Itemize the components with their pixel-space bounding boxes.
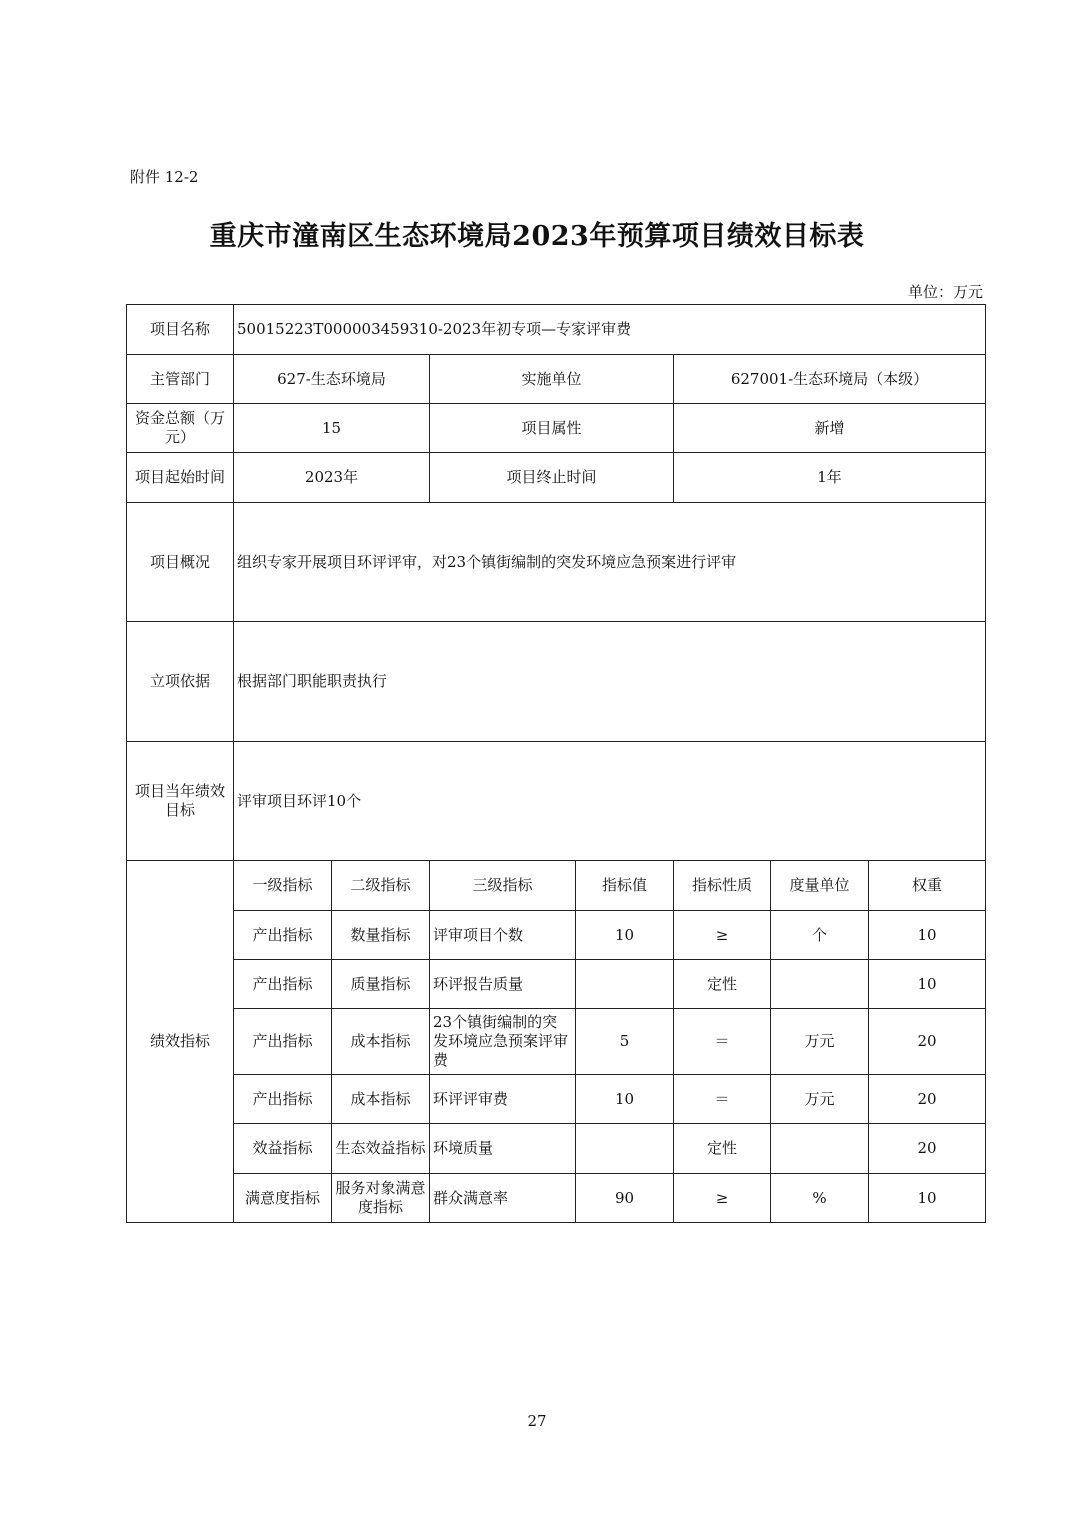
value-cell: 10: [576, 1075, 674, 1124]
table-row: [127, 960, 986, 1009]
start-time-label: 项目起始时间: [127, 453, 234, 503]
header-nature: 指标性质: [674, 861, 771, 911]
unit-cell: 个: [771, 911, 869, 960]
level3-cell: 群众满意率: [430, 1174, 576, 1223]
header-level2: 二级指标: [332, 861, 430, 911]
level1-cell: 产出指标: [234, 1009, 332, 1075]
weight-cell: 20: [869, 1075, 986, 1124]
page-title: 重庆市潼南区生态环境局2023年预算项目绩效目标表: [209, 221, 865, 252]
period-row: [127, 453, 986, 503]
table-row: [127, 1174, 986, 1223]
weight-cell: 10: [869, 1174, 986, 1223]
project-name-row: [127, 305, 986, 355]
value-cell: 10: [576, 911, 674, 960]
header-level1: 一级指标: [234, 861, 332, 911]
level3-cell: 23个镇街编制的突发环境应急预案评审费: [430, 1009, 576, 1075]
performance-table: [126, 304, 986, 1223]
level1-cell: 产出指标: [234, 960, 332, 1009]
implementing-unit-label: 实施单位: [430, 355, 674, 404]
value-cell: 90: [576, 1174, 674, 1223]
overview-label: 项目概况: [127, 503, 234, 622]
basis-row: [127, 622, 986, 742]
header-unit: 度量单位: [771, 861, 869, 911]
project-name-value: 50015223T000003459310-2023年初专项—专家评审费: [234, 305, 986, 355]
nature-cell: ＝: [674, 1075, 771, 1124]
level2-cell: 质量指标: [332, 960, 430, 1009]
unit-cell: 万元: [771, 1009, 869, 1075]
overview-value: 组织专家开展项目环评评审，对23个镇街编制的突发环境应急预案进行评审: [234, 503, 986, 622]
header-value: 指标值: [576, 861, 674, 911]
nature-cell: 定性: [674, 960, 771, 1009]
value-cell: [576, 960, 674, 1009]
unit-label: 单位：万元: [907, 283, 983, 301]
fund-total-value: 15: [234, 404, 430, 453]
level3-cell: 环评评审费: [430, 1075, 576, 1124]
level2-cell: 生态效益指标: [332, 1124, 430, 1174]
project-name-label: 项目名称: [127, 305, 234, 355]
department-row: [127, 355, 986, 404]
basis-label: 立项依据: [127, 622, 234, 742]
table-row: [127, 1075, 986, 1124]
table-row: [127, 911, 986, 960]
end-time-label: 项目终止时间: [430, 453, 674, 503]
end-time-value: 1年: [674, 453, 986, 503]
goal-label: 项目当年绩效目标: [127, 742, 234, 861]
weight-cell: 20: [869, 1124, 986, 1174]
project-attribute-value: 新增: [674, 404, 986, 453]
nature-cell: ≥: [674, 911, 771, 960]
goal-row: [127, 742, 986, 861]
level1-cell: 产出指标: [234, 911, 332, 960]
overview-row: [127, 503, 986, 622]
header-level3: 三级指标: [430, 861, 576, 911]
nature-cell: ＝: [674, 1009, 771, 1075]
nature-cell: 定性: [674, 1124, 771, 1174]
level2-cell: 服务对象满意度指标: [332, 1174, 430, 1223]
unit-cell: 万元: [771, 1075, 869, 1124]
weight-cell: 10: [869, 960, 986, 1009]
level1-cell: 满意度指标: [234, 1174, 332, 1223]
weight-cell: 10: [869, 911, 986, 960]
weight-cell: 20: [869, 1009, 986, 1075]
header-weight: 权重: [869, 861, 986, 911]
indicator-header-row: [127, 861, 986, 911]
department-label: 主管部门: [127, 355, 234, 404]
implementing-unit-value: 627001-生态环境局（本级）: [674, 355, 986, 404]
attachment-label: 附件 12-2: [130, 168, 199, 186]
level3-cell: 环境质量: [430, 1124, 576, 1174]
goal-value: 评审项目环评10个: [234, 742, 986, 861]
level3-cell: 评审项目个数: [430, 911, 576, 960]
level2-cell: 数量指标: [332, 911, 430, 960]
table-row: [127, 1009, 986, 1075]
project-attribute-label: 项目属性: [430, 404, 674, 453]
value-cell: [576, 1124, 674, 1174]
nature-cell: ≥: [674, 1174, 771, 1223]
department-value: 627-生态环境局: [234, 355, 430, 404]
unit-cell: [771, 960, 869, 1009]
unit-cell: [771, 1124, 869, 1174]
unit-cell: %: [771, 1174, 869, 1223]
fund-row: [127, 404, 986, 453]
table-row: [127, 1124, 986, 1174]
level1-cell: 效益指标: [234, 1124, 332, 1174]
start-time-value: 2023年: [234, 453, 430, 503]
fund-total-label: 资金总额（万元）: [127, 404, 234, 453]
value-cell: 5: [576, 1009, 674, 1075]
level3-cell: 环评报告质量: [430, 960, 576, 1009]
level1-cell: 产出指标: [234, 1075, 332, 1124]
level2-cell: 成本指标: [332, 1075, 430, 1124]
basis-value: 根据部门职能职责执行: [234, 622, 986, 742]
level2-cell: 成本指标: [332, 1009, 430, 1075]
indicator-section-label: 绩效指标: [127, 861, 234, 1223]
page-number: 27: [527, 1412, 547, 1430]
